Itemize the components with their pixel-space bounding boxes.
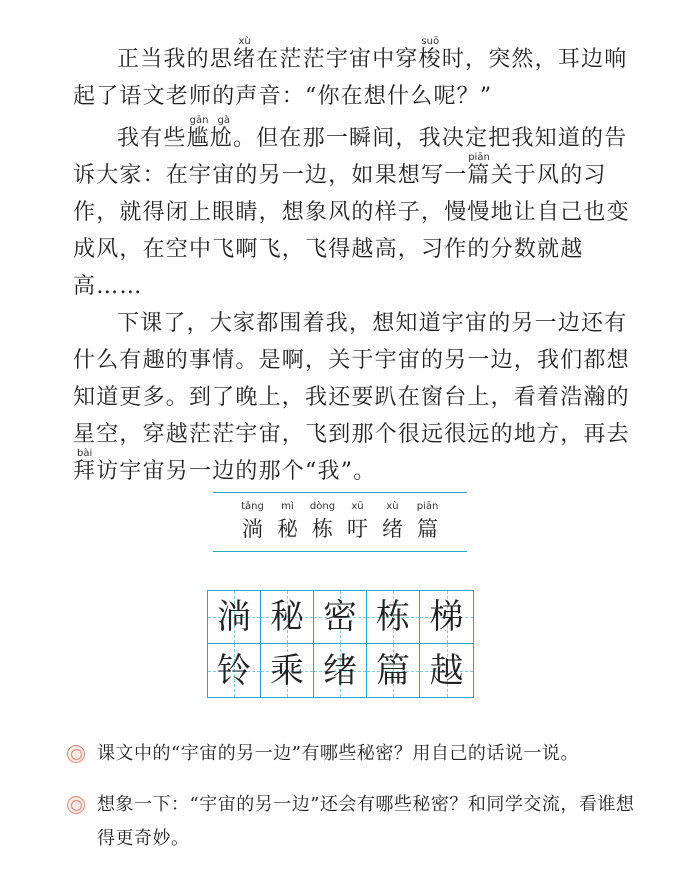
grid-character: 乘	[270, 650, 304, 691]
grid-character: 篇	[376, 650, 410, 691]
question-text: 课文中的“宇宙的另一边”有哪些秘密？用自己的话说一说。	[97, 743, 579, 764]
vocab-item	[416, 499, 440, 543]
ruby-base: 尴尬	[186, 126, 234, 151]
text-span: 关于风的习作，就得闭上眼睛，想象风的样子，慢慢地让自己也变成风，在空中飞啊飞，飞得越高，习作的分数就越高……	[73, 163, 630, 299]
grid-character: 越	[429, 650, 464, 691]
vocab-character: 秘	[277, 517, 298, 541]
text-span: 。但在那一瞬间，我决定把我知道的告诉大家：在宇宙的另一边，如果想写一	[73, 126, 628, 188]
pinyin-annotation: gān gà	[186, 115, 234, 126]
question-1	[67, 737, 647, 771]
ruby-char	[418, 36, 442, 72]
pinyin-annotation: xù	[233, 36, 257, 47]
grid-cell	[420, 644, 473, 697]
pinyin-annotation: bài	[73, 448, 97, 459]
ruby-base: 绪	[233, 47, 257, 72]
grid-character: 淌	[217, 597, 251, 637]
vocab-pinyin: tǎng	[241, 501, 264, 512]
ruby-base: 篇	[467, 163, 491, 188]
paragraph-3	[73, 305, 633, 490]
vocab-pinyin: xū	[351, 501, 364, 512]
text-span: 正当我的思	[117, 47, 234, 72]
ruby-base: 梭	[418, 47, 442, 72]
question-text: 想象一下：“宇宙的另一边”还会有哪些秘密？和同学交流，看谁想得更奇妙。	[97, 794, 635, 849]
grid-cell	[314, 644, 367, 697]
text-span: 下课了，大家都围着我，想知道宇宙的另一边还有什么有趣的事情。是啊，关于宇宙的另一边，我们都想知道更多。到了晚上，我还要趴在窗台上，看着浩瀚的星空，穿越茫茫宇宙，飞到那个很远很远的地方，再去	[73, 311, 630, 447]
question-2	[67, 788, 647, 856]
vocab-character: 栋	[312, 517, 333, 541]
vocab-item	[241, 499, 265, 543]
writing-grid	[207, 590, 474, 698]
ruby-char	[186, 115, 234, 151]
seal-icon	[67, 745, 85, 763]
grid-character: 栋	[376, 597, 410, 637]
vocab-pinyin: piān	[416, 501, 439, 512]
grid-character: 绪	[323, 650, 357, 691]
ruby-char	[467, 152, 491, 188]
grid-cell	[208, 591, 261, 644]
vocab-pinyin: xù	[386, 501, 399, 512]
vocab-pinyin: mì	[281, 501, 294, 512]
paragraph-2	[73, 115, 633, 305]
vocab-item	[346, 499, 370, 543]
pinyin-annotation: suō	[418, 36, 442, 47]
vocab-character: 吁	[347, 517, 368, 541]
grid-character: 秘	[270, 597, 304, 637]
vocab-item	[311, 499, 335, 543]
grid-character: 密	[323, 597, 357, 637]
grid-character: 铃	[217, 650, 251, 691]
vocab-character: 绪	[382, 517, 403, 541]
vocab-character: 篇	[417, 517, 438, 541]
ruby-base: 拜	[73, 459, 97, 484]
seal-icon	[67, 796, 85, 814]
vocab-item	[381, 499, 405, 543]
text-span: 访宇宙另一边的那个“我”。	[96, 459, 377, 484]
ruby-char	[73, 448, 97, 484]
vocab-item	[276, 499, 300, 543]
grid-cell	[314, 591, 367, 644]
grid-cell	[261, 591, 314, 644]
grid-cell	[261, 644, 314, 697]
ruby-char	[233, 36, 257, 72]
vocab-character: 淌	[242, 517, 263, 541]
paragraph-1	[73, 36, 633, 115]
grid-cell	[208, 644, 261, 697]
passage	[73, 36, 633, 490]
grid-character: 梯	[429, 597, 464, 637]
grid-cell	[367, 644, 420, 697]
text-span: 我有些	[117, 126, 187, 151]
text-span: 时，突然，耳边响起了语文老师的声音：“你在想什么呢？”	[73, 47, 628, 109]
text-span: 在茫茫宇宙中穿	[256, 47, 419, 72]
pinyin-annotation: piān	[467, 152, 491, 163]
vocabulary-box	[213, 492, 467, 552]
grid-cell	[367, 591, 420, 644]
grid-cell	[420, 591, 473, 644]
vocab-pinyin: dòng	[309, 501, 336, 512]
